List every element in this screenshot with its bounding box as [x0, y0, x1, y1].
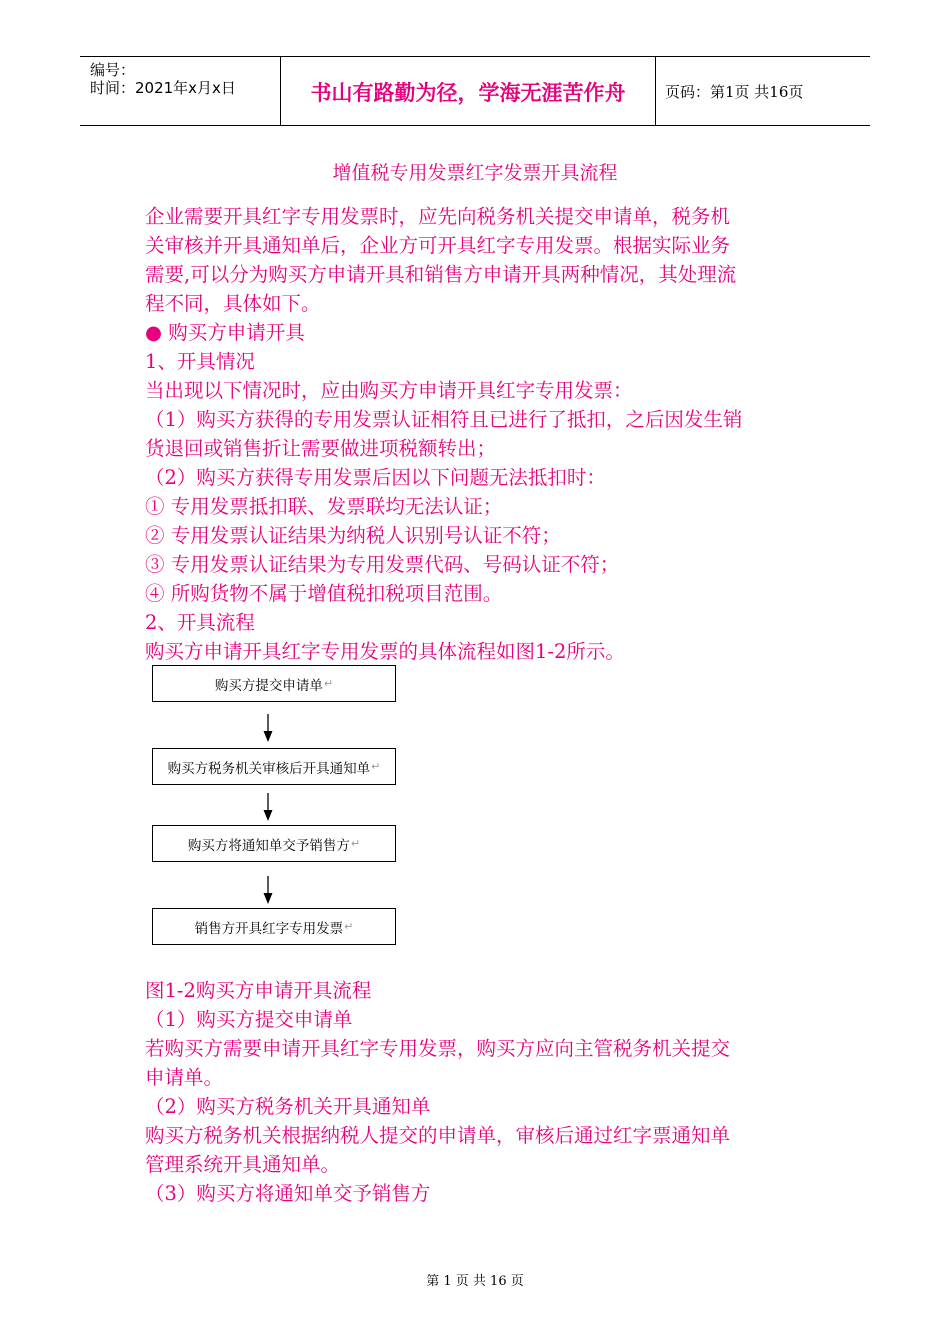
- flow-step-label: 购买方提交申请单: [214, 677, 323, 694]
- body-section-b: [145, 976, 817, 1208]
- body-line: 购买方税务机关根据纳税人提交的申请单，审核后通过红字票通知单: [145, 1124, 731, 1147]
- body-section-a: [145, 202, 817, 666]
- serial-label: 编号：: [90, 61, 136, 79]
- flow-step-1: [152, 665, 396, 702]
- body-line: 关审核并开具通知单后，企业方可开具红字专用发票。根据实际业务: [145, 234, 731, 257]
- flow-step-4: [152, 908, 396, 945]
- return-mark-icon: ↵: [371, 760, 381, 773]
- body-line: 若购买方需要申请开具红字专用发票，购买方应向主管税务机关提交: [145, 1037, 731, 1060]
- body-line: （2）购买方获得专用发票后因以下问题无法抵扣时：: [145, 466, 606, 489]
- return-mark-icon: ↵: [323, 677, 334, 690]
- header-page-cell: [655, 57, 870, 125]
- date-label: 时间：2021年x月x日: [90, 79, 236, 97]
- body-line: 当出现以下情况时，应由购买方申请开具红字专用发票：: [145, 379, 633, 402]
- subheading: 2、开具流程: [145, 611, 255, 634]
- arrow-down-icon: [262, 714, 274, 742]
- subheading: （1）购买方提交申请单: [145, 1008, 353, 1031]
- body-line: 货退回或销售折让需要做进项税额转出；: [145, 437, 497, 460]
- body-line: （1）购买方获得的专用发票认证相符且已进行了抵扣，之后因发生销: [145, 408, 743, 431]
- motto: 书山有路勤为径，学海无涯苦作舟: [310, 81, 626, 105]
- arrow-down-icon: [262, 793, 274, 821]
- body-line: 需要,可以分为购买方申请开具和销售方申请开具两种情况，其处理流: [145, 263, 737, 286]
- return-mark-icon: ↵: [344, 920, 354, 933]
- list-item: ② 专用发票认证结果为纳税人识别号认证不符；: [145, 524, 561, 547]
- page-header: [80, 56, 870, 126]
- body-line: 申请单。: [145, 1066, 224, 1089]
- flow-step-label: 购买方将通知单交予销售方: [187, 837, 350, 854]
- subheading: （2）购买方税务机关开具通知单: [145, 1095, 431, 1118]
- body-line: 程不同，具体如下。: [145, 292, 321, 315]
- flow-step-3: [152, 825, 396, 862]
- header-meta-cell: [80, 57, 280, 125]
- document-title: 增值税专用发票红字发票开具流程: [332, 162, 618, 184]
- header-page-number: 页码：第1页 共16页: [665, 83, 804, 101]
- subheading: （3）购买方将通知单交予销售方: [145, 1182, 431, 1205]
- return-mark-icon: ↵: [350, 837, 361, 850]
- list-item: ③ 专用发票认证结果为专用发票代码、号码认证不符；: [145, 553, 620, 576]
- flow-step-label: 销售方开具红字专用发票: [194, 920, 344, 937]
- list-item: ④ 所购货物不属于增值税扣税项目范围。: [145, 582, 503, 605]
- flow-step-label: 购买方税务机关审核后开具通知单: [167, 760, 371, 777]
- figure-caption: 图1-2购买方申请开具流程: [145, 979, 372, 1002]
- body-line: 购买方申请开具红字专用发票的具体流程如图1-2所示。: [145, 640, 625, 663]
- page-footer: 第 1 页 共 16 页: [426, 1274, 524, 1289]
- subheading: 1、开具情况: [145, 350, 255, 373]
- flow-step-2: [152, 748, 396, 785]
- body-line: 管理系统开具通知单。: [145, 1153, 341, 1176]
- header-motto-cell: [280, 57, 656, 125]
- list-item: ① 专用发票抵扣联、发票联均无法认证；: [145, 495, 503, 518]
- body-line: 企业需要开具红字专用发票时，应先向税务机关提交申请单，税务机: [145, 205, 731, 228]
- section-heading: ● 购买方申请开具: [145, 321, 305, 344]
- arrow-down-icon: [262, 876, 274, 904]
